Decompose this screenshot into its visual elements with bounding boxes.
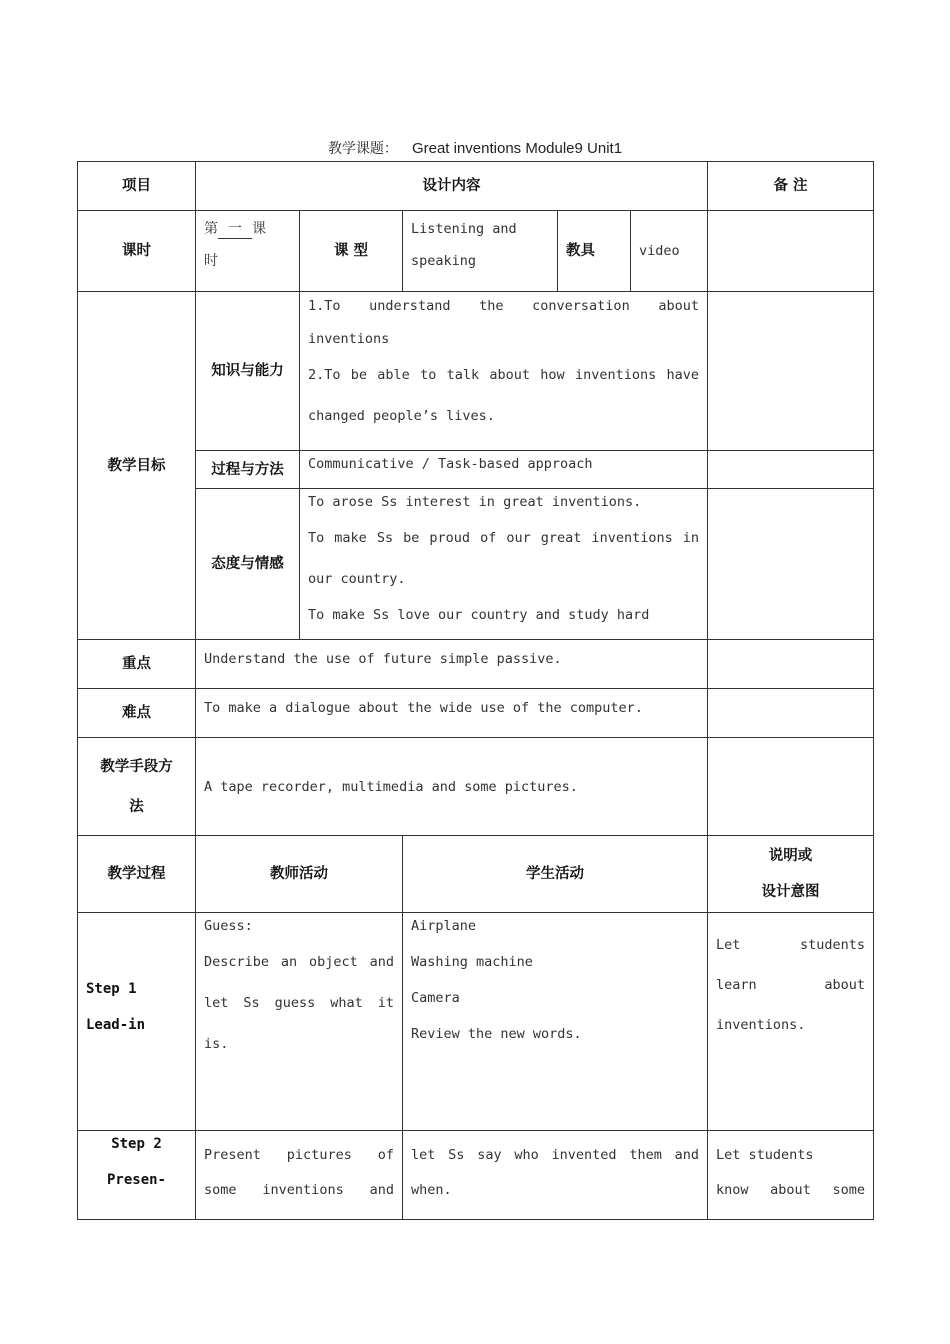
attitude-notes xyxy=(708,489,874,640)
knowledge-text: 1.To understand the conversation about inventions 2.To be able to talk about how inventions have changed people’s lives. xyxy=(300,292,708,451)
goal-knowledge-row xyxy=(78,292,874,451)
difficulty-notes xyxy=(708,689,874,738)
period-prefix: 第 xyxy=(204,221,218,237)
step-design-note: Let students know about some xyxy=(708,1131,874,1220)
aids-label: 教具 xyxy=(558,211,631,292)
process-header-student: 学生活动 xyxy=(403,836,708,913)
lesson-plan-table xyxy=(77,161,874,1220)
type-value: Listening and speaking xyxy=(403,211,558,292)
step-teacher-activity: Guess: Describe an object and let Ss guess what it is. xyxy=(196,913,403,1131)
key-point-label: 重点 xyxy=(78,640,196,689)
type-label: 课 型 xyxy=(300,211,403,292)
methods-text: A tape recorder, multimedia and some pictures. xyxy=(196,738,708,836)
process-text: Communicative / Task-based approach xyxy=(300,451,708,489)
methods-label: 教学手段方 法 xyxy=(78,738,196,836)
process-notes xyxy=(708,451,874,489)
key-point-notes xyxy=(708,640,874,689)
process-header-teacher: 教师活动 xyxy=(196,836,403,913)
period-suffix: 课 xyxy=(252,221,266,237)
step-student-activity: Airplane Washing machine Camera Review the new words. xyxy=(403,913,708,1131)
period-row xyxy=(78,211,874,292)
key-point-row xyxy=(78,640,874,689)
process-header-notes: 说明或 设计意图 xyxy=(708,836,874,913)
period-number: 一 xyxy=(218,220,252,239)
attitude-text: To arose Ss interest in great inventions. To make Ss be proud of our great inventions in our country. To make Ss love our country and study hard xyxy=(300,489,708,640)
process-header-process: 教学过程 xyxy=(78,836,196,913)
knowledge-notes xyxy=(708,292,874,451)
period-label: 课时 xyxy=(78,211,196,292)
title-text: Great inventions Module9 Unit1 xyxy=(411,140,623,157)
step-row xyxy=(78,1131,874,1220)
period-suffix-line2: 时 xyxy=(204,253,218,269)
step-design-note: Let students learn about inventions. xyxy=(708,913,874,1131)
goal-process-row xyxy=(78,451,874,489)
step-teacher-activity: Present pictures of some inventions and xyxy=(196,1131,403,1220)
methods-notes xyxy=(708,738,874,836)
goal-attitude-row xyxy=(78,489,874,640)
header-content: 设计内容 xyxy=(196,162,708,211)
step-name: Step 1 Lead-in xyxy=(78,913,196,1131)
aids-value: video xyxy=(631,211,708,292)
step-row xyxy=(78,913,874,1131)
page-title xyxy=(0,138,950,158)
header-item: 项目 xyxy=(78,162,196,211)
period-value xyxy=(196,211,300,292)
attitude-label: 态度与情感 xyxy=(196,489,300,640)
period-notes xyxy=(708,211,874,292)
step-student-activity: let Ss say who invented them and when. xyxy=(403,1131,708,1220)
methods-row xyxy=(78,738,874,836)
key-point-text: Understand the use of future simple passive. xyxy=(196,640,708,689)
process-header-row xyxy=(78,836,874,913)
title-label: 教学课题： xyxy=(327,141,398,157)
step-name: Step 2 Presen- xyxy=(78,1131,196,1220)
difficulty-label: 难点 xyxy=(78,689,196,738)
difficulty-row xyxy=(78,689,874,738)
knowledge-label: 知识与能力 xyxy=(196,292,300,451)
process-label: 过程与方法 xyxy=(196,451,300,489)
difficulty-text: To make a dialogue about the wide use of the computer. xyxy=(196,689,708,738)
header-row xyxy=(78,162,874,211)
header-notes: 备 注 xyxy=(708,162,874,211)
goals-label: 教学目标 xyxy=(78,292,196,640)
